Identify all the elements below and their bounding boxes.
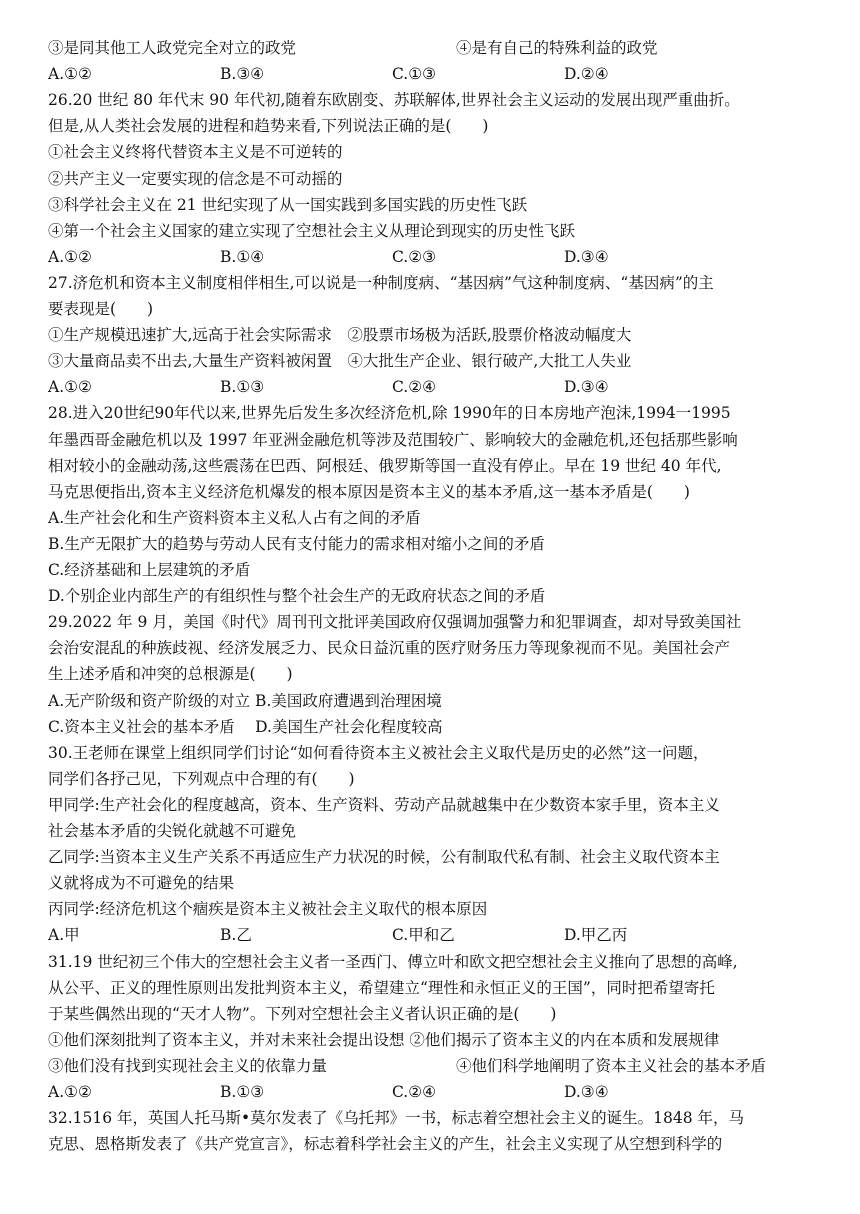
answer-options xyxy=(48,1079,818,1105)
option-a: A.甲 xyxy=(48,926,80,945)
text-line: 但是,从人类社会发展的进程和趋势来看,下列说法正确的是( ) xyxy=(48,117,489,136)
answer-options xyxy=(48,244,818,270)
text-line: 社会基本矛盾的尖锐化就越不可避免 xyxy=(48,822,297,840)
text-line: ④第一个社会主义国家的建立实现了空想社会主义从理论到现实的历史性飞跃 xyxy=(48,221,576,240)
text-line: 27.济危机和资本主义制度相伴相生,可以说是一种制度病、“基因病”气这种制度病、“基因病”的主 xyxy=(48,273,714,292)
text-line: 从公平、正义的理性原则出发批判资本主义，希望建立“理性和永恒正义的王国”，同时把希望寄托 xyxy=(48,978,715,997)
text-line: B.生产无限扩大的趋势与劳动人民有支付能力的需求相对缩小之间的矛盾 xyxy=(48,534,545,553)
option-d: D.③④ xyxy=(564,1083,609,1101)
statement: ④是有自己的特殊利益的政党 xyxy=(456,39,658,57)
statement: ③是同其他工人政党完全对立的政党 xyxy=(48,39,297,57)
text-line: 马克思便指出,资本主义经济危机爆发的根本原因是资本主义的基本矛盾,这一基本矛盾是( ) xyxy=(48,482,690,501)
text-line: 31.19 世纪初三个伟大的空想社会主义者一圣西门、傅立叶和欧文把空想社会主义推向了思想的高峰, xyxy=(48,952,738,971)
option-a: A.①② xyxy=(48,1083,92,1101)
text-line: ①生产规模迅速扩大,远高于社会实际需求 ②股票市场极为活跃,股票价格波动幅度大 xyxy=(48,326,632,345)
statement: ③他们没有找到实现社会主义的依靠力量 xyxy=(48,1056,328,1075)
text-line: 会治安混乱的种族歧视、经济发展乏力、民众日益沉重的医疗财务压力等现象视而不见。美国社会产 xyxy=(48,639,731,658)
answer-options xyxy=(48,374,818,400)
option-d: D.甲乙丙 xyxy=(564,926,628,945)
option-c: C.①③ xyxy=(392,65,437,84)
text-line: A.无产阶级和资产阶级的对立 B.美国政府遭遇到治理困境 xyxy=(48,691,442,710)
text-line: 生上述矛盾和冲突的总根源是( ) xyxy=(48,665,293,684)
statement: ④他们科学地阐明了资本主义社会的基本矛盾 xyxy=(456,1056,767,1075)
text-line: 丙同学:经济危机这个痼疾是资本主义被社会主义取代的根本原因 xyxy=(48,900,488,919)
option-b: B.①③ xyxy=(220,1083,265,1101)
option-b: B.①③ xyxy=(220,378,265,397)
text-line: 克思、恩格斯发表了《共产党宣言》，标志着科学社会主义的产生，社会主义实现了从空想到科学的 xyxy=(48,1135,723,1154)
option-d: D.②④ xyxy=(564,65,609,84)
text-line: ①他们深刻批判了资本主义，并对未来社会提出设想 ②他们揭示了资本主义的内在本质和发展规律 xyxy=(48,1030,720,1049)
text-line: C.经济基础和上层建筑的矛盾 xyxy=(48,561,251,579)
text-line: 义就将成为不可避免的结果 xyxy=(48,874,235,893)
option-a: A.①② xyxy=(48,378,92,397)
option-d: D.③④ xyxy=(564,247,609,266)
text-line: ③大量商品卖不出去,大量生产资料被闲置 ④大批生产企业、银行破产,大批工人失业 xyxy=(48,352,632,371)
statement-pair xyxy=(48,35,818,61)
text-line: ①社会主义终将代替资本主义是不可逆转的 xyxy=(48,143,343,162)
text-line: 甲同学:生产社会化的程度越高，资本、生产资料、劳动产品就越集中在少数资本家手里，资本主义 xyxy=(48,795,720,814)
text-line: 30.王老师在课堂上组织同学们讨论“如何看待资本主义被社会主义取代是历史的必然”这一问题， xyxy=(48,743,709,762)
statement-pair xyxy=(48,1053,818,1079)
text-line: 乙同学:当资本主义生产关系不再适应生产力状况的时候，公有制取代私有制、社会主义取代资本主 xyxy=(48,848,720,867)
text-line: 要表现是( ) xyxy=(48,300,154,318)
option-c: C.②④ xyxy=(392,378,437,397)
text-line: ②共产主义一定要实现的信念是不可动摇的 xyxy=(48,169,343,188)
text-line: A.生产社会化和生产资料资本主义私人占有之间的矛盾 xyxy=(48,508,421,527)
text-line: 26.20 世纪 80 年代末 90 年代初,随着东欧剧变、苏联解体,世界社会主义运动的发展出现严重曲折。 xyxy=(48,91,740,110)
answer-options xyxy=(48,922,818,948)
text-line: ③科学社会主义在 21 世纪实现了从一国实践到多国实践的历史性飞跃 xyxy=(48,195,528,214)
text-line: 同学们各抒己见，下列观点中合理的有( ) xyxy=(48,769,355,788)
text-line: 32.1516 年，英国人托马斯•莫尔发表了《乌托邦》一书，标志着空想社会主义的诞生。1848 年，马 xyxy=(48,1109,745,1128)
option-c: C.②④ xyxy=(392,1083,437,1101)
option-b: B.①④ xyxy=(220,247,265,266)
text-line: D.个别企业内部生产的有组织性与整个社会生产的无政府状态之间的矛盾 xyxy=(48,587,546,606)
text-line: 28.进入20世纪90年代以来,世界先后发生多次经济危机,除 1990年的日本房地产泡沫,1994一1995 xyxy=(48,404,731,423)
text-line: 29.2022 年 9 月，美国《时代》周刊刊文批评美国政府仅强调加强警力和犯罪调查，却对导致美国社 xyxy=(48,613,742,632)
answer-options xyxy=(48,61,818,87)
text-line: 年墨西哥金融危机以及 1997 年亚洲金融危机等涉及范围较广、影响较大的金融危机,还包括那些影响 xyxy=(48,430,738,449)
option-b: B.乙 xyxy=(220,926,252,945)
option-d: D.③④ xyxy=(564,378,609,397)
option-a: A.①② xyxy=(48,65,92,84)
text-line: 相对较小的金融动荡,这些震荡在巴西、阿根廷、俄罗斯等国一直没有停止。早在 19 世纪 40 年代, xyxy=(48,456,722,475)
option-a: A.①② xyxy=(48,247,92,266)
option-c: C.甲和乙 xyxy=(392,926,455,945)
option-c: C.②③ xyxy=(392,247,437,266)
text-line: 于某些偶然出现的“天才人物”。下列对空想社会主义者认识正确的是( ) xyxy=(48,1004,557,1023)
text-line: C.资本主义社会的基本矛盾 D.美国生产社会化程度较高 xyxy=(48,717,443,736)
option-b: B.③④ xyxy=(220,65,265,84)
